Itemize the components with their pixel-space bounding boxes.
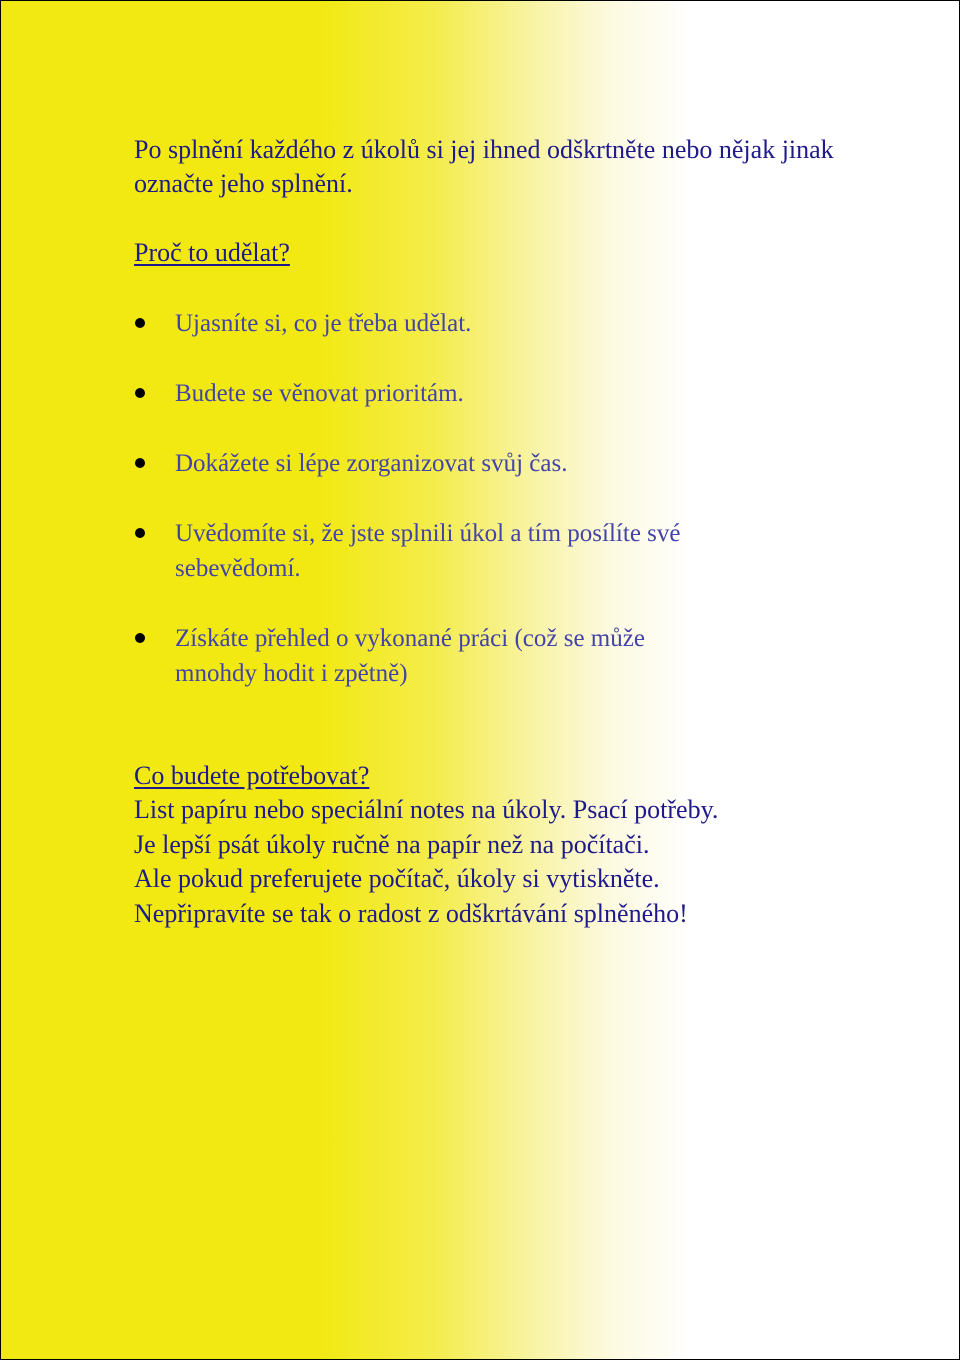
bullet-dot-icon (135, 528, 145, 538)
bullet-dot-icon (135, 388, 145, 398)
bullet-dot-icon (135, 458, 145, 468)
list-item-text: Ujasníte si, co je třeba udělat. (175, 310, 472, 337)
list-item (134, 306, 834, 341)
needs-line: Nepřipravíte se tak o radost z odškrtávání splněného! (134, 898, 688, 928)
list-item-text: Budete se věnovat prioritám. (175, 380, 464, 407)
needs-line: Ale pokud preferujete počítač, úkoly si vytiskněte. (134, 864, 660, 893)
bullet-dot-icon (135, 318, 145, 328)
list-item (134, 376, 834, 411)
benefits-list (134, 306, 834, 726)
list-item-text: Získáte přehled o vykonané práci (což se může mnohdy hodit i zpětně) (175, 625, 645, 687)
list-item-text: Dokážete si lépe zorganizovat svůj čas. (175, 450, 568, 477)
list-item-text: Uvědomíte si, že jste splnili úkol a tím posílíte své sebevědomí. (175, 520, 681, 582)
needs-line: Je lepší psát úkoly ručně na papír než na počítači. (134, 829, 650, 859)
needs-section (134, 759, 894, 931)
needs-heading: Co budete potřebovat? (134, 761, 370, 790)
why-heading: Proč to udělat? (134, 238, 290, 267)
bullet-dot-icon (135, 633, 145, 643)
list-item (134, 446, 834, 481)
list-item (134, 516, 834, 586)
intro-paragraph: Po splnění každého z úkolů si jej ihned odškrtněte nebo nějak jinak označte jeho splnění. (134, 135, 834, 198)
list-item (134, 621, 834, 691)
needs-line: List papíru nebo speciální notes na úkoly. Psací potřeby. (134, 795, 719, 824)
